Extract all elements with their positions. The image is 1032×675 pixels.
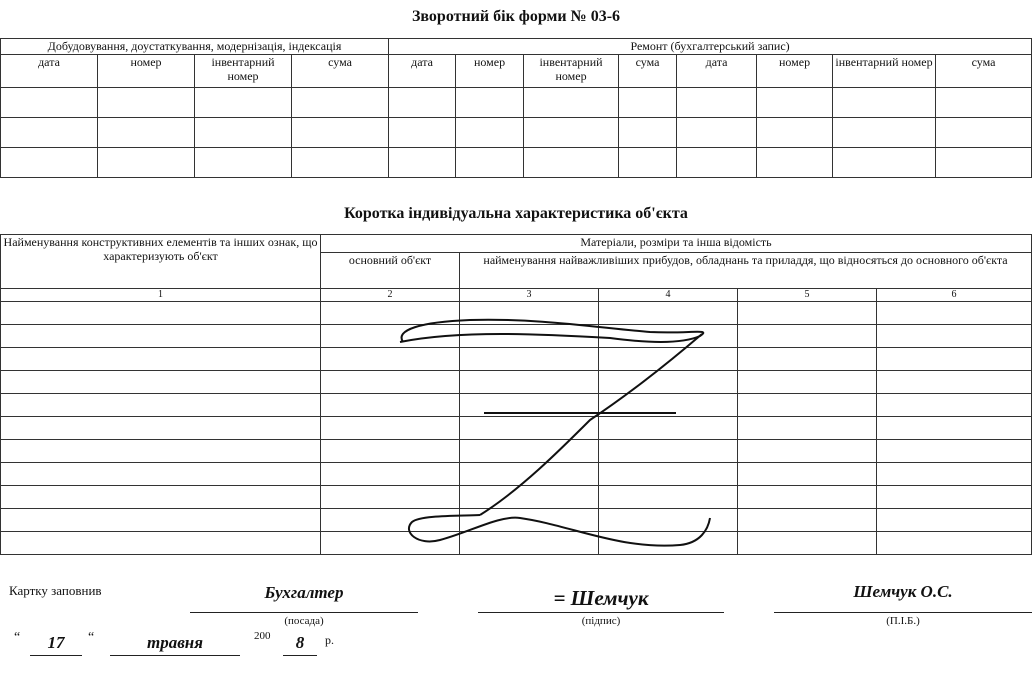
name-caption: (П.І.Б.) bbox=[886, 615, 920, 627]
col-header: сума bbox=[936, 55, 1032, 88]
col-header-main-object: основний об'єкт bbox=[321, 253, 460, 289]
date-day: 17 bbox=[47, 633, 65, 652]
year-line bbox=[283, 655, 317, 656]
signature-value: = Шемчук bbox=[553, 586, 649, 610]
name-line bbox=[774, 612, 1032, 613]
signature-caption: (підпис) bbox=[581, 615, 621, 627]
quote-close: “ bbox=[88, 630, 95, 645]
col-header-attachments: найменування найважливіших прибудов, обладнань та приладдя, що відносяться до основного об'єкта bbox=[460, 253, 1032, 289]
form-title: Зворотний бік форми № 03-6 bbox=[411, 8, 621, 25]
col-header: сума bbox=[292, 55, 389, 88]
group-header-materials: Матеріали, розміри та інша відомість bbox=[321, 235, 1032, 253]
col-header: дата bbox=[677, 55, 757, 88]
col-header: інвентарний номер bbox=[195, 55, 292, 88]
signature-line bbox=[478, 612, 724, 613]
quote-open: “ bbox=[14, 630, 21, 645]
day-line bbox=[30, 655, 82, 656]
col-header: дата bbox=[1, 55, 98, 88]
column-number: 2 bbox=[321, 289, 460, 302]
group-header-upgrade: Добудовування, доустаткування, модернізація, індексація bbox=[1, 39, 389, 55]
col-header: сума bbox=[619, 55, 677, 88]
section-title: Коротка індивідуальна характеристика об'єкта bbox=[344, 205, 688, 222]
column-number: 6 bbox=[877, 289, 1032, 302]
year-prefix: 200 bbox=[254, 630, 271, 642]
year-suffix: р. bbox=[325, 633, 334, 647]
col-header: інвентарний номер bbox=[833, 55, 936, 88]
position-caption: (посада) bbox=[284, 615, 324, 627]
col-header: номер bbox=[757, 55, 833, 88]
column-number: 5 bbox=[738, 289, 877, 302]
year-digit: 8 bbox=[295, 633, 305, 652]
column-number: 1 bbox=[1, 289, 321, 302]
col-header: інвентарний номер bbox=[524, 55, 619, 88]
col-header: дата bbox=[389, 55, 456, 88]
month-line bbox=[110, 655, 240, 656]
col-header-elements: Найменування конструктивних елементів та інших ознак, що характеризують об'єкт bbox=[1, 235, 321, 289]
group-header-repair: Ремонт (бухгалтерський запис) bbox=[389, 39, 1032, 55]
filled-by-label: Картку заповнив bbox=[9, 583, 102, 598]
column-number: 4 bbox=[599, 289, 738, 302]
position-line bbox=[190, 612, 418, 613]
date-month: травня bbox=[146, 633, 203, 652]
col-header: номер bbox=[98, 55, 195, 88]
position-value: Бухгалтер bbox=[264, 583, 344, 602]
name-value: Шемчук О.С. bbox=[853, 582, 953, 601]
column-number: 3 bbox=[460, 289, 599, 302]
col-header: номер bbox=[456, 55, 524, 88]
